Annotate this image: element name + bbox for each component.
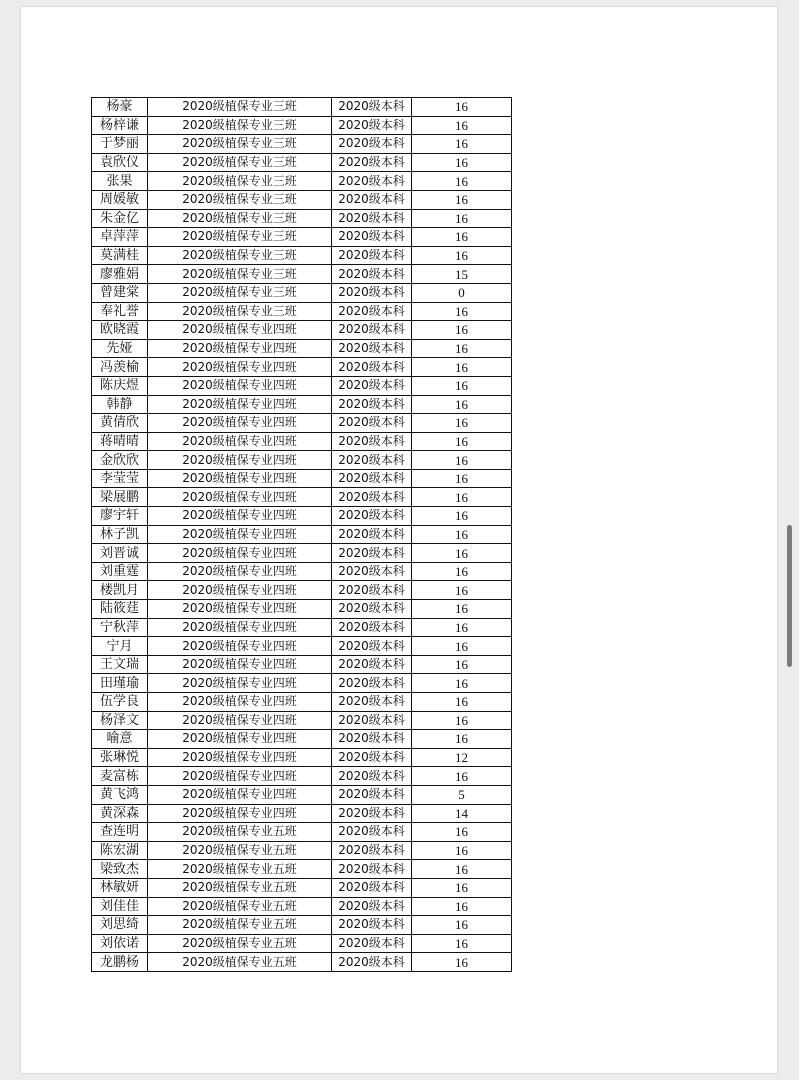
student-name-cell: 陈宏湖 [92, 841, 148, 860]
table-row [92, 339, 512, 358]
score-cell: 16 [412, 618, 512, 637]
score-cell: 16 [412, 637, 512, 656]
table-row [92, 600, 512, 619]
table-row [92, 693, 512, 712]
student-name-cell: 杨豪 [92, 98, 148, 117]
score-cell: 16 [412, 172, 512, 191]
study-level-cell: 2020级本科 [332, 897, 412, 916]
student-name-cell: 王文瑞 [92, 655, 148, 674]
student-name-cell: 宁秋萍 [92, 618, 148, 637]
table-row [92, 785, 512, 804]
study-level-cell: 2020级本科 [332, 283, 412, 302]
table-row [92, 98, 512, 117]
table-row [92, 376, 512, 395]
score-cell: 16 [412, 358, 512, 377]
class-name-cell: 2020级植保专业三班 [148, 209, 332, 228]
table-row [92, 767, 512, 786]
score-cell: 16 [412, 228, 512, 247]
student-name-cell: 莫满桂 [92, 246, 148, 265]
student-name-cell: 廖雅娟 [92, 265, 148, 284]
student-name-cell: 陈庆煜 [92, 376, 148, 395]
class-name-cell: 2020级植保专业五班 [148, 934, 332, 953]
score-cell: 16 [412, 934, 512, 953]
score-cell: 16 [412, 469, 512, 488]
student-name-cell: 宁月 [92, 637, 148, 656]
student-name-cell: 蒋晴晴 [92, 432, 148, 451]
table-row [92, 172, 512, 191]
study-level-cell: 2020级本科 [332, 711, 412, 730]
table-row [92, 897, 512, 916]
study-level-cell: 2020级本科 [332, 655, 412, 674]
student-name-cell: 金欣欣 [92, 451, 148, 470]
table-row [92, 730, 512, 749]
study-level-cell: 2020级本科 [332, 748, 412, 767]
student-name-cell: 林子凯 [92, 525, 148, 544]
student-name-cell: 朱金亿 [92, 209, 148, 228]
student-name-cell: 林敏妍 [92, 878, 148, 897]
class-name-cell: 2020级植保专业四班 [148, 507, 332, 526]
table-row [92, 748, 512, 767]
student-name-cell: 楼凯月 [92, 581, 148, 600]
score-cell: 16 [412, 655, 512, 674]
table-row [92, 581, 512, 600]
table-row [92, 804, 512, 823]
study-level-cell: 2020级本科 [332, 953, 412, 972]
score-cell: 16 [412, 581, 512, 600]
score-cell: 0 [412, 283, 512, 302]
student-name-cell: 梁展鹏 [92, 488, 148, 507]
class-name-cell: 2020级植保专业四班 [148, 655, 332, 674]
student-name-cell: 黄倩欣 [92, 414, 148, 433]
student-name-cell: 韩静 [92, 395, 148, 414]
student-name-cell: 廖宇轩 [92, 507, 148, 526]
student-name-cell: 刘依诺 [92, 934, 148, 953]
score-cell: 16 [412, 897, 512, 916]
table-row [92, 916, 512, 935]
class-name-cell: 2020级植保专业四班 [148, 562, 332, 581]
study-level-cell: 2020级本科 [332, 358, 412, 377]
class-name-cell: 2020级植保专业四班 [148, 321, 332, 340]
class-name-cell: 2020级植保专业三班 [148, 153, 332, 172]
score-cell: 16 [412, 711, 512, 730]
study-level-cell: 2020级本科 [332, 246, 412, 265]
student-name-cell: 于梦丽 [92, 135, 148, 154]
score-cell: 16 [412, 395, 512, 414]
table-row [92, 358, 512, 377]
class-name-cell: 2020级植保专业三班 [148, 190, 332, 209]
class-name-cell: 2020级植保专业三班 [148, 302, 332, 321]
study-level-cell: 2020级本科 [332, 432, 412, 451]
class-name-cell: 2020级植保专业四班 [148, 674, 332, 693]
score-cell: 16 [412, 860, 512, 879]
class-name-cell: 2020级植保专业四班 [148, 358, 332, 377]
class-name-cell: 2020级植保专业四班 [148, 339, 332, 358]
class-name-cell: 2020级植保专业四班 [148, 376, 332, 395]
study-level-cell: 2020级本科 [332, 376, 412, 395]
class-name-cell: 2020级植保专业五班 [148, 878, 332, 897]
score-cell: 12 [412, 748, 512, 767]
table-row [92, 135, 512, 154]
study-level-cell: 2020级本科 [332, 562, 412, 581]
table-row [92, 469, 512, 488]
score-cell: 16 [412, 246, 512, 265]
score-cell: 16 [412, 841, 512, 860]
student-name-cell: 麦富栋 [92, 767, 148, 786]
study-level-cell: 2020级本科 [332, 637, 412, 656]
table-row [92, 451, 512, 470]
score-cell: 16 [412, 209, 512, 228]
class-name-cell: 2020级植保专业五班 [148, 823, 332, 842]
study-level-cell: 2020级本科 [332, 395, 412, 414]
vertical-scrollbar[interactable] [787, 525, 792, 667]
student-name-cell: 刘佳佳 [92, 897, 148, 916]
score-cell: 16 [412, 488, 512, 507]
student-name-cell: 欧晓霞 [92, 321, 148, 340]
table-row [92, 395, 512, 414]
student-name-cell: 刘思绮 [92, 916, 148, 935]
study-level-cell: 2020级本科 [332, 841, 412, 860]
score-cell: 16 [412, 98, 512, 117]
class-name-cell: 2020级植保专业三班 [148, 265, 332, 284]
student-score-table [91, 97, 512, 972]
class-name-cell: 2020级植保专业三班 [148, 135, 332, 154]
student-name-cell: 查连明 [92, 823, 148, 842]
score-cell: 16 [412, 414, 512, 433]
study-level-cell: 2020级本科 [332, 618, 412, 637]
table-row [92, 934, 512, 953]
class-name-cell: 2020级植保专业三班 [148, 172, 332, 191]
score-cell: 16 [412, 562, 512, 581]
class-name-cell: 2020级植保专业四班 [148, 637, 332, 656]
study-level-cell: 2020级本科 [332, 600, 412, 619]
score-cell: 16 [412, 600, 512, 619]
table-row [92, 228, 512, 247]
study-level-cell: 2020级本科 [332, 785, 412, 804]
study-level-cell: 2020级本科 [332, 135, 412, 154]
class-name-cell: 2020级植保专业三班 [148, 228, 332, 247]
table-row [92, 209, 512, 228]
class-name-cell: 2020级植保专业四班 [148, 544, 332, 563]
study-level-cell: 2020级本科 [332, 98, 412, 117]
table-row [92, 246, 512, 265]
table-row [92, 432, 512, 451]
study-level-cell: 2020级本科 [332, 730, 412, 749]
class-name-cell: 2020级植保专业三班 [148, 283, 332, 302]
score-cell: 16 [412, 916, 512, 935]
score-cell: 16 [412, 878, 512, 897]
student-name-cell: 周媛敏 [92, 190, 148, 209]
class-name-cell: 2020级植保专业四班 [148, 432, 332, 451]
study-level-cell: 2020级本科 [332, 934, 412, 953]
score-cell: 16 [412, 135, 512, 154]
study-level-cell: 2020级本科 [332, 414, 412, 433]
score-cell: 16 [412, 525, 512, 544]
score-cell: 16 [412, 153, 512, 172]
table-row [92, 841, 512, 860]
score-cell: 16 [412, 823, 512, 842]
table-row [92, 283, 512, 302]
class-name-cell: 2020级植保专业四班 [148, 767, 332, 786]
class-name-cell: 2020级植保专业四班 [148, 414, 332, 433]
student-name-cell: 龙鹏杨 [92, 953, 148, 972]
student-name-cell: 喻意 [92, 730, 148, 749]
score-cell: 16 [412, 693, 512, 712]
student-name-cell: 张果 [92, 172, 148, 191]
study-level-cell: 2020级本科 [332, 190, 412, 209]
table-row [92, 507, 512, 526]
score-cell: 16 [412, 507, 512, 526]
table-row [92, 637, 512, 656]
study-level-cell: 2020级本科 [332, 469, 412, 488]
table-row [92, 302, 512, 321]
student-name-cell: 梁致杰 [92, 860, 148, 879]
class-name-cell: 2020级植保专业四班 [148, 469, 332, 488]
student-name-cell: 黄深森 [92, 804, 148, 823]
student-name-cell: 刘重霆 [92, 562, 148, 581]
study-level-cell: 2020级本科 [332, 544, 412, 563]
study-level-cell: 2020级本科 [332, 860, 412, 879]
class-name-cell: 2020级植保专业四班 [148, 451, 332, 470]
class-name-cell: 2020级植保专业四班 [148, 711, 332, 730]
table-row [92, 153, 512, 172]
class-name-cell: 2020级植保专业五班 [148, 841, 332, 860]
score-cell: 16 [412, 190, 512, 209]
class-name-cell: 2020级植保专业五班 [148, 916, 332, 935]
table-row [92, 674, 512, 693]
class-name-cell: 2020级植保专业四班 [148, 618, 332, 637]
score-cell: 16 [412, 953, 512, 972]
student-name-cell: 伍学良 [92, 693, 148, 712]
study-level-cell: 2020级本科 [332, 916, 412, 935]
table-row [92, 655, 512, 674]
class-name-cell: 2020级植保专业五班 [148, 953, 332, 972]
study-level-cell: 2020级本科 [332, 823, 412, 842]
class-name-cell: 2020级植保专业四班 [148, 600, 332, 619]
class-name-cell: 2020级植保专业四班 [148, 693, 332, 712]
study-level-cell: 2020级本科 [332, 674, 412, 693]
study-level-cell: 2020级本科 [332, 321, 412, 340]
student-name-cell: 黄飞鸿 [92, 785, 148, 804]
study-level-cell: 2020级本科 [332, 525, 412, 544]
study-level-cell: 2020级本科 [332, 804, 412, 823]
class-name-cell: 2020级植保专业三班 [148, 116, 332, 135]
study-level-cell: 2020级本科 [332, 228, 412, 247]
score-cell: 15 [412, 265, 512, 284]
score-cell: 16 [412, 321, 512, 340]
score-cell: 5 [412, 785, 512, 804]
student-name-cell: 刘晋诚 [92, 544, 148, 563]
student-name-cell: 奉礼誉 [92, 302, 148, 321]
score-cell: 16 [412, 767, 512, 786]
table-row [92, 321, 512, 340]
study-level-cell: 2020级本科 [332, 488, 412, 507]
table-row [92, 562, 512, 581]
student-name-cell: 陆筱莛 [92, 600, 148, 619]
study-level-cell: 2020级本科 [332, 339, 412, 358]
table-row [92, 953, 512, 972]
table-row [92, 618, 512, 637]
student-name-cell: 杨泽文 [92, 711, 148, 730]
study-level-cell: 2020级本科 [332, 265, 412, 284]
score-cell: 16 [412, 339, 512, 358]
table-row [92, 488, 512, 507]
document-page [20, 6, 778, 1074]
student-name-cell: 杨梓谦 [92, 116, 148, 135]
table-row [92, 860, 512, 879]
score-cell: 16 [412, 302, 512, 321]
student-name-cell: 先娅 [92, 339, 148, 358]
table-row [92, 525, 512, 544]
class-name-cell: 2020级植保专业五班 [148, 897, 332, 916]
class-name-cell: 2020级植保专业三班 [148, 98, 332, 117]
study-level-cell: 2020级本科 [332, 507, 412, 526]
table-row [92, 878, 512, 897]
score-cell: 16 [412, 376, 512, 395]
table-row [92, 711, 512, 730]
study-level-cell: 2020级本科 [332, 878, 412, 897]
class-name-cell: 2020级植保专业三班 [148, 246, 332, 265]
score-cell: 16 [412, 432, 512, 451]
student-name-cell: 李莹莹 [92, 469, 148, 488]
score-cell: 16 [412, 116, 512, 135]
study-level-cell: 2020级本科 [332, 581, 412, 600]
score-cell: 16 [412, 544, 512, 563]
score-cell: 16 [412, 451, 512, 470]
class-name-cell: 2020级植保专业四班 [148, 804, 332, 823]
student-name-cell: 卓萍萍 [92, 228, 148, 247]
study-level-cell: 2020级本科 [332, 767, 412, 786]
class-name-cell: 2020级植保专业四班 [148, 785, 332, 804]
student-name-cell: 张琳悦 [92, 748, 148, 767]
class-name-cell: 2020级植保专业四班 [148, 748, 332, 767]
table-row [92, 414, 512, 433]
table-row [92, 544, 512, 563]
class-name-cell: 2020级植保专业四班 [148, 488, 332, 507]
study-level-cell: 2020级本科 [332, 153, 412, 172]
student-name-cell: 袁欣仪 [92, 153, 148, 172]
study-level-cell: 2020级本科 [332, 116, 412, 135]
study-level-cell: 2020级本科 [332, 172, 412, 191]
class-name-cell: 2020级植保专业四班 [148, 395, 332, 414]
score-cell: 16 [412, 674, 512, 693]
class-name-cell: 2020级植保专业四班 [148, 525, 332, 544]
student-name-cell: 田瑾瑜 [92, 674, 148, 693]
table-row [92, 190, 512, 209]
table-row [92, 823, 512, 842]
table-row [92, 116, 512, 135]
study-level-cell: 2020级本科 [332, 302, 412, 321]
table-row [92, 265, 512, 284]
class-name-cell: 2020级植保专业五班 [148, 860, 332, 879]
student-score-table-body [92, 98, 512, 972]
student-name-cell: 冯羡榆 [92, 358, 148, 377]
class-name-cell: 2020级植保专业四班 [148, 581, 332, 600]
study-level-cell: 2020级本科 [332, 693, 412, 712]
score-cell: 14 [412, 804, 512, 823]
study-level-cell: 2020级本科 [332, 451, 412, 470]
class-name-cell: 2020级植保专业四班 [148, 730, 332, 749]
study-level-cell: 2020级本科 [332, 209, 412, 228]
score-cell: 16 [412, 730, 512, 749]
student-name-cell: 曾建棠 [92, 283, 148, 302]
